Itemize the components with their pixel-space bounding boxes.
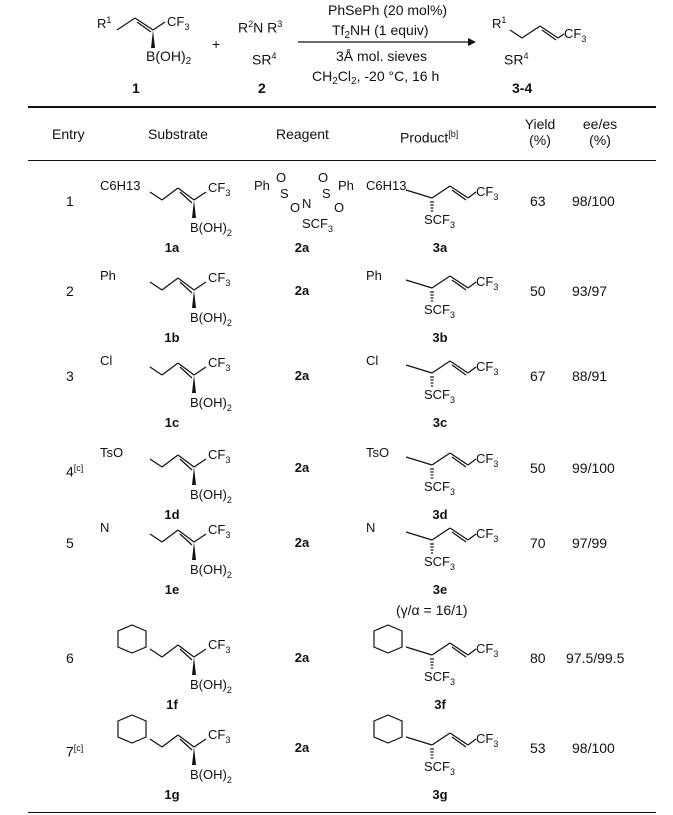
ee-es-value: 93/97 (572, 283, 608, 299)
svg-text:B(OH)2: $B(OH)_2$ (190, 562, 232, 580)
svg-text:CF3: $CF_3$ (208, 637, 231, 655)
header-product-text: Product (400, 129, 449, 146)
svg-text:Ph: Ph (338, 178, 354, 193)
svg-text:R1: $R^1$ (97, 15, 112, 31)
reagent-2a-structure (250, 168, 370, 248)
svg-text:B(OH)2: $B(OH)_2$ (190, 767, 232, 785)
ee-es-value: 98/100 (572, 740, 615, 756)
product-label: 3a (432, 240, 448, 255)
header-reagent: Reagent (276, 126, 329, 142)
ee-es-value: 98/100 (572, 193, 615, 209)
substrate-structure (98, 715, 278, 785)
svg-text:CF3: $CF_3$ (208, 355, 231, 373)
substrate-label: 1e (164, 582, 180, 597)
svg-text:R1: $R^1$ (492, 15, 507, 31)
svg-text:SCF3: $SCF_3$ (424, 387, 456, 405)
svg-text:CF3: $CF_3$ (476, 274, 499, 292)
svg-text:N: N (366, 520, 376, 535)
svg-text:B(OH)2: $B(OH)_2$ (190, 487, 232, 505)
substrate-group: TsO (100, 445, 124, 460)
svg-text:B(OH)2: $B(OH)_2$ (190, 677, 232, 695)
svg-text:SCF3: $SCF_3$ (424, 212, 456, 230)
svg-text:B(OH)2: $B(OH)_2$ (190, 395, 232, 413)
substrate-label: 1c (164, 415, 180, 430)
product-label: 3g (432, 787, 448, 802)
reagent-label: 2a (294, 650, 310, 665)
yield-value: 67 (530, 368, 546, 384)
condition-acid: $Tf_2NH$ (1 equiv) (332, 22, 429, 41)
product-label: 3c (432, 415, 448, 430)
reactant-2-amine: $R^2N$ $R^3$ (238, 19, 283, 36)
svg-text:O: O (276, 170, 287, 185)
substrate-label: 1a (164, 240, 180, 255)
svg-text:CF3: $CF_3$ (564, 26, 587, 44)
ee-es-value: 97/99 (572, 535, 608, 551)
substrate-label: 1f (166, 697, 178, 712)
yield-value: 50 (530, 283, 546, 299)
header-ee-label: ee/es (582, 116, 618, 132)
reagent-label: 2a (294, 460, 310, 475)
header-yield-label: Yield (524, 116, 556, 132)
svg-text:S: S (280, 186, 289, 201)
svg-text:C6H13: C6H13 (366, 178, 407, 193)
svg-text:B(OH)2: $B(OH)_2$ (190, 310, 232, 328)
svg-text:O: O (290, 200, 301, 215)
svg-text:B(OH)2: $B(OH)_2$ (190, 220, 232, 238)
reagent-label: 2a (294, 535, 310, 550)
svg-text:TsO: TsO (366, 445, 390, 460)
table-top-rule (28, 106, 656, 108)
svg-text:SCF3: $SCF_3$ (424, 759, 456, 777)
svg-text:Ph: Ph (254, 178, 270, 193)
svg-text:CF3: $CF_3$ (208, 270, 231, 288)
yield-value: 63 (530, 193, 546, 209)
entry-number: 6 (66, 650, 74, 666)
header-product-note: [b] (448, 129, 459, 139)
ee-es-value: 88/91 (572, 368, 608, 384)
svg-text:CF3: $CF_3$ (476, 451, 499, 469)
selectivity-note: (γ/α = 16/1) (396, 602, 468, 618)
product-label: 3e (432, 582, 448, 597)
product-label: 3f (434, 697, 446, 712)
substrate-label: 1g (164, 787, 180, 802)
substrate-structure (98, 343, 278, 413)
svg-text:O: O (318, 170, 329, 185)
entry-number: 7[c] (66, 743, 84, 760)
yield-value: 70 (530, 535, 546, 551)
substrate-label: 1b (164, 330, 180, 345)
ee-es-value: 97.5/99.5 (566, 650, 625, 666)
svg-text:CF3: $CF_3$ (208, 522, 231, 540)
svg-text:SCF3: $SCF_3$ (424, 554, 456, 572)
table-bottom-rule (28, 812, 656, 813)
reactant-1-boron: $B(OH)_2$ (146, 48, 192, 67)
substrate-group: Cl (100, 353, 113, 368)
condition-solvent: $CH_2Cl_2$, -20 °C, 16 h (312, 68, 440, 87)
product-label: 3d (432, 507, 448, 522)
svg-text:CF3: $CF_3$ (476, 359, 499, 377)
plus-sign: + (212, 36, 221, 52)
substrate-structure (98, 510, 278, 580)
substrate-group: C6H13 (100, 178, 141, 193)
svg-text:CF3: $CF_3$ (208, 447, 231, 465)
header-ee-unit: (%) (589, 132, 611, 148)
substrate-group: N (100, 520, 110, 535)
svg-text:N: N (302, 196, 312, 211)
svg-text:SCF3: $SCF_3$ (424, 302, 456, 320)
product-thio: $SR^4$ (504, 51, 529, 68)
yield-value: 53 (530, 740, 546, 756)
svg-text:CF3: $CF_3$ (476, 641, 499, 659)
reactant-1-label: 1 (132, 80, 140, 96)
reagent-label: 2a (294, 240, 310, 255)
svg-text:SCF3: $SCF_3$ (424, 479, 456, 497)
substrate-label: 1d (164, 507, 180, 522)
header-yield (520, 116, 560, 148)
svg-text:CF3: $CF_3$ (167, 14, 190, 32)
reagent-label: 2a (294, 740, 310, 755)
svg-text:O: O (334, 200, 345, 215)
header-product (400, 126, 458, 146)
substrate-structure (98, 435, 278, 505)
product-label: 3-4 (512, 80, 533, 96)
entry-footnote: [c] (73, 743, 84, 753)
table-header-rule (28, 160, 656, 161)
svg-text:Ph: Ph (366, 268, 382, 283)
svg-text:SCF3: $SCF_3$ (302, 216, 334, 234)
header-entry: Entry (52, 126, 85, 142)
reagent-label: 2a (294, 368, 310, 383)
svg-text:CF3: $CF_3$ (476, 731, 499, 749)
header-substrate: Substrate (148, 126, 208, 142)
entry-number: 1 (66, 193, 74, 209)
condition-sieves: 3Å mol. sieves (336, 48, 428, 64)
svg-text:Cl: Cl (366, 353, 379, 368)
header-ee (576, 116, 624, 148)
header-yield-unit: (%) (529, 132, 551, 148)
ee-es-value: 99/100 (572, 460, 615, 476)
svg-text:CF3: $CF_3$ (476, 184, 499, 202)
yield-value: 80 (530, 650, 546, 666)
substrate-structure (98, 625, 278, 695)
svg-text:CF3: $CF_3$ (208, 727, 231, 745)
yield-value: 50 (530, 460, 546, 476)
entry-number: 5 (66, 535, 74, 551)
substrate-structure (98, 258, 278, 328)
condition-catalyst: PhSePh (20 mol%) (328, 2, 448, 18)
reactant-2-label: 2 (258, 80, 266, 96)
entry-number: 2 (66, 283, 74, 299)
entry-number: 3 (66, 368, 74, 384)
reagent-label: 2a (294, 283, 310, 298)
entry-footnote: [c] (73, 463, 84, 473)
entry-number: 4[c] (66, 463, 84, 480)
product-label: 3b (432, 330, 448, 345)
substrate-group: Ph (100, 268, 116, 283)
reactant-2-thio: $SR^4$ (252, 51, 277, 68)
svg-text:S: S (322, 186, 331, 201)
reaction-arrow (298, 36, 478, 48)
svg-text:SCF3: $SCF_3$ (424, 669, 456, 687)
svg-text:CF3: $CF_3$ (476, 526, 499, 544)
svg-text:CF3: $CF_3$ (208, 180, 231, 198)
